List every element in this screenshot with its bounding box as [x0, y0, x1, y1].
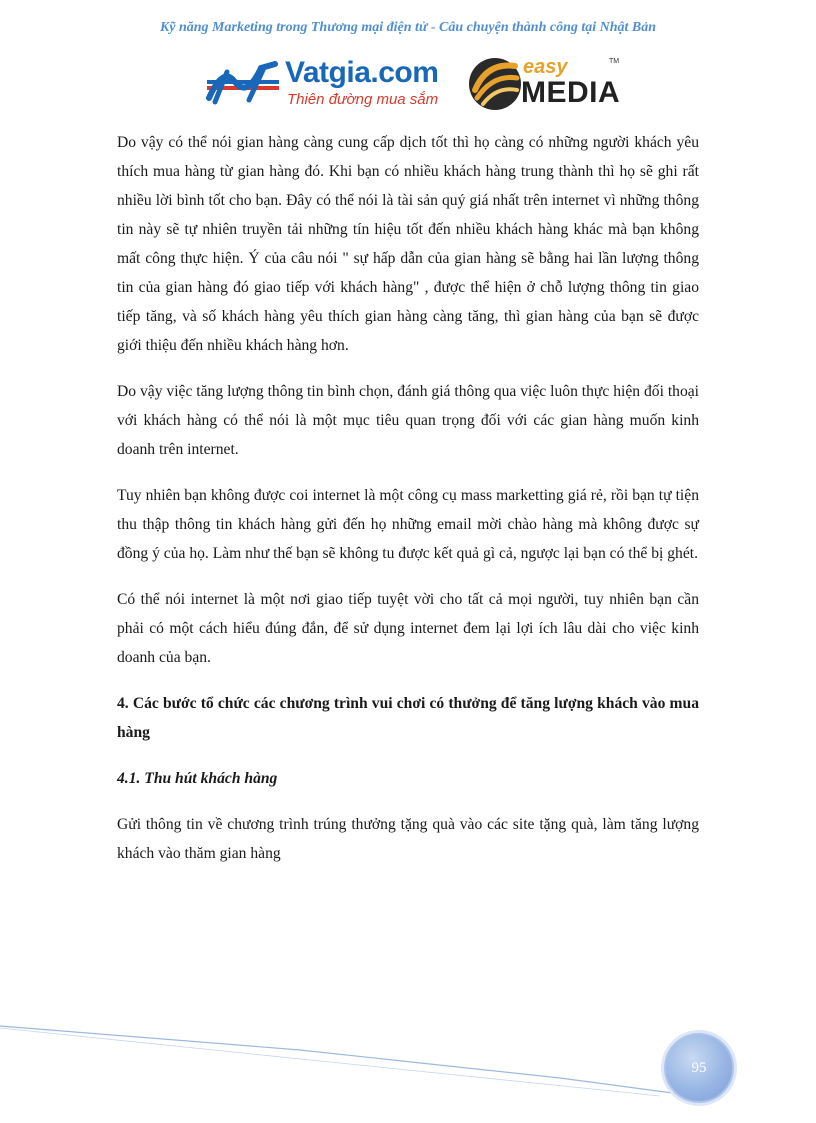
- page-number: 95: [691, 1059, 707, 1076]
- easy-name: easy: [523, 56, 568, 78]
- subsection-heading: 4.1. Thu hút khách hàng: [117, 770, 278, 787]
- easymedia-swirl-icon: [467, 56, 523, 112]
- paragraph: Tuy nhiên bạn không được coi internet là một công cụ mass marketting giá rẻ, rồi bạn tự tiện thu thập thông tin khách hàng gửi đến họ những email mời chào hàng mà không được sự đồng ý của họ. Làm như thế bạn sẽ không tu được kết quả gì cả, ngược lại bạn có thể bị ghét.: [117, 487, 699, 562]
- vatgia-logo: [205, 56, 455, 114]
- logo-bar: [205, 56, 625, 114]
- running-header: Kỹ năng Marketing trong Thương mại điện tử - Câu chuyện thành công tại Nhật Bản: [159, 20, 657, 35]
- paragraph: Gửi thông tin về chương trình trúng thưởng tặng quà vào các site tặng quà, làm tăng lượng khách vào thăm gian hàng: [117, 816, 699, 862]
- page-number-badge: [664, 1033, 734, 1103]
- paragraph: Do vậy việc tăng lượng thông tin bình chọn, đánh giá thông qua việc luôn thực hiện đối thoại với khách hàng có thể nói là một mục tiêu quan trọng đối với các gian hàng muốn kinh doanh trên internet.: [117, 383, 699, 458]
- paragraph: Có thể nói internet là một nơi giao tiếp tuyệt vời cho tất cả mọi người, tuy nhiên bạn cần phải có một cách hiểu đúng đắn, để sử dụng internet đem lại lợi ích lâu dài cho việc kinh doanh của bạn.: [117, 591, 699, 666]
- body-content: [117, 128, 699, 885]
- section-heading: 4. Các bước tổ chức các chương trình vui chơi có thưởng để tăng lượng khách vào mua hàng: [117, 695, 699, 741]
- easy-tm: TM: [609, 58, 620, 65]
- paragraph: Do vậy có thể nói gian hàng càng cung cấp dịch tốt thì họ càng có những người khách yêu thích mua hàng từ gian hàng đó. Khi bạn có nhiều khách hàng trung thành thì họ sẽ ghi rất nhiều lời bình tốt cho bạn. Đây có thể nói là tài sản quý giá nhất trên internet vì những thông tin này sẽ tự nhiên truyền tải những tín hiệu tốt đến nhiều khách hàng khác mà bạn không mất công thực hiện. Ý của câu nói " sự hấp dẫn của gian hàng sẽ bằng hai lần lượng thông tin của gian hàng đó giao tiếp với khách hàng" , được thể hiện ở chỗ lượng thông tin giao tiếp tăng, và số khách hàng yêu thích gian hàng càng tăng, thì gian hàng của bạn sẽ được giới thiệu đến nhiều khách hàng hơn.: [117, 134, 699, 354]
- easymedia-logo: [467, 56, 627, 114]
- vatgia-name: Vatgia.com: [285, 56, 439, 89]
- vatgia-wave-icon: [205, 58, 281, 108]
- vatgia-tagline: Thiên đường mua sắm: [287, 91, 439, 108]
- media-name: MEDIA: [521, 76, 621, 109]
